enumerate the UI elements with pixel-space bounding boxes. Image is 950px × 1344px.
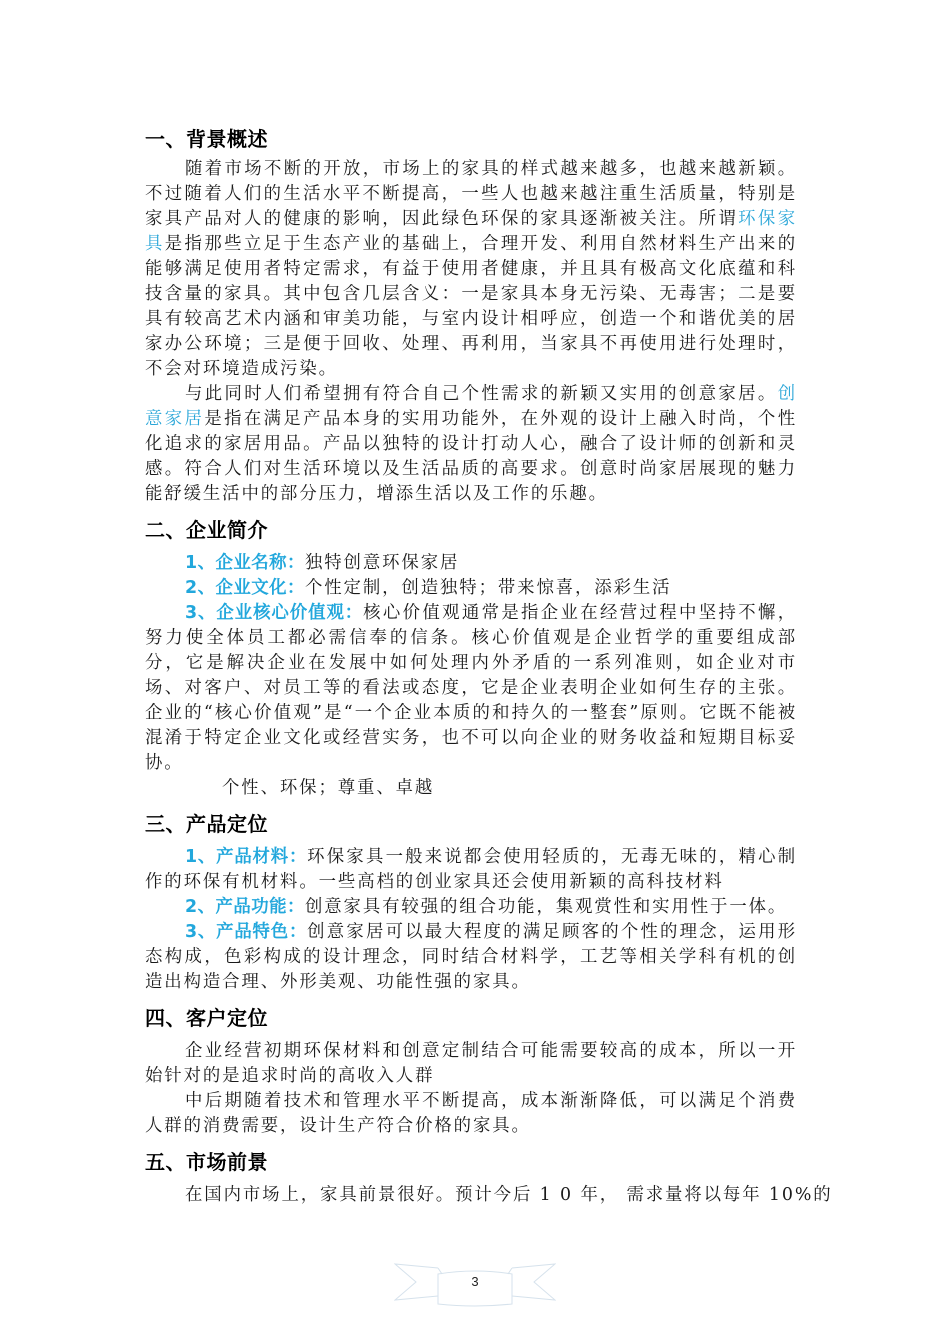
- paragraph-text: 随着市场不断的开放，市场上的家具的样式越来越多，也越来越新颖。不过随着人们的生活水平不断提高，一些人也越来越注重生活质量，特别是家具产品对人的健康的影响，因此绿色环保的家具逐渐被关注。所谓: [145, 159, 797, 229]
- item-text: 核心价值观通常是指企业在经营过程中坚持不懈，努力使全体员工都必需信奉的信条。核心价值观是企业哲学的重要组成部分，它是解决企业在发展中如何处理内外矛盾的一系列准则，如企业对市场、对客户、对员工等的看法或态度，它是企业表明企业如何生存的主张。企业的“核心价值观”是“一个企业本质的和持久的一整套”原则。它既不能被混淆于特定企业文化或经营实务，也不可以向企业的财务收益和短期目标妥协。: [145, 603, 797, 773]
- paragraph-text: 是指那些立足于生态产业的基础上，合理开发、利用自然材料生产出来的能够满足使用者特定需求，有益于使用者健康，并且具有极高文化底蕴和科技含量的家具。其中包含几层含义：一是家具本身无污染、无毒害；二是要具有较高艺术内涵和审美功能，与室内设计相呼应，创造一个和谐优美的居家办公环境；三是便于回收、处理、再利用，当家具不再使用进行处理时，不会对环境造成污染。: [145, 234, 797, 379]
- paragraph-text: 与此同时人们希望拥有符合自己个性需求的新颖又实用的创意家居。: [185, 384, 778, 404]
- section-heading-background: 一、背景概述: [145, 127, 268, 151]
- item-label: 2、企业文化：: [185, 578, 305, 598]
- page-number: 3: [471, 1274, 479, 1289]
- list-item: [145, 845, 797, 895]
- item-label: 1、企业名称：: [185, 553, 305, 573]
- list-item: [145, 551, 797, 576]
- link-creative-home[interactable]: 创意家居: [145, 384, 797, 429]
- section-heading-company: 二、企业简介: [145, 518, 268, 542]
- document-page: [145, 124, 833, 1208]
- item-label: 3、产品特色：: [185, 922, 308, 942]
- values-line: 个性、环保；尊重、卓越: [222, 778, 435, 798]
- page-footer-banner: [394, 1262, 556, 1310]
- link-eco-furniture[interactable]: 环保家具: [145, 209, 797, 254]
- item-text: 个性定制，创造独特；带来惊喜，添彩生活: [304, 578, 672, 598]
- paragraph: [145, 382, 797, 507]
- item-text: 环保家具一般来说都会使用轻质的，无毒无味的，精心制作的环保有机材料。一些高档的创业家具还会使用新颖的高科技材料: [145, 847, 797, 892]
- item-label: 1、产品材料：: [185, 847, 308, 867]
- paragraph: 在国内市场上，家具前景很好。预计今后 1 0 年， 需求量将以每年 10%的: [185, 1185, 833, 1205]
- section-heading-product: 三、产品定位: [145, 812, 268, 836]
- paragraph: 中后期随着技术和管理水平不断提高，成本渐渐降低，可以满足个消费人群的消费需要，设计生产符合价格的家具。: [145, 1091, 797, 1136]
- item-text: 创意家具有较强的组合功能，集观赏性和实用性于一体。: [304, 897, 788, 917]
- item-label: 3、企业核心价值观：: [185, 603, 364, 623]
- paragraph: [145, 157, 797, 382]
- section-heading-market: 五、市场前景: [145, 1150, 268, 1174]
- item-text: 创意家居可以最大程度的满足顾客的个性的理念，运用形态构成，色彩构成的设计理念，同时结合材料学，工艺等相关学科有机的创造出构造合理、外形美观、功能性强的家具。: [145, 922, 797, 992]
- section-heading-customer: 四、客户定位: [145, 1006, 268, 1030]
- list-item: [145, 601, 797, 776]
- item-text: 独特创意环保家居: [304, 553, 460, 573]
- list-item: [145, 576, 797, 601]
- paragraph: 企业经营初期环保材料和创意定制结合可能需要较高的成本，所以一开始针对的是追求时尚的高收入人群: [145, 1041, 797, 1086]
- item-label: 2、产品功能：: [185, 897, 305, 917]
- paragraph-text: 是指在满足产品本身的实用功能外，在外观的设计上融入时尚，个性化追求的家居用品。产品以独特的设计打动人心，融合了设计师的创新和灵感。符合人们对生活环境以及生活品质的高要求。创意时尚家居展现的魅力能舒缓生活中的部分压力，增添生活以及工作的乐趣。: [145, 409, 797, 504]
- list-item: [145, 895, 797, 920]
- list-item: [145, 920, 797, 995]
